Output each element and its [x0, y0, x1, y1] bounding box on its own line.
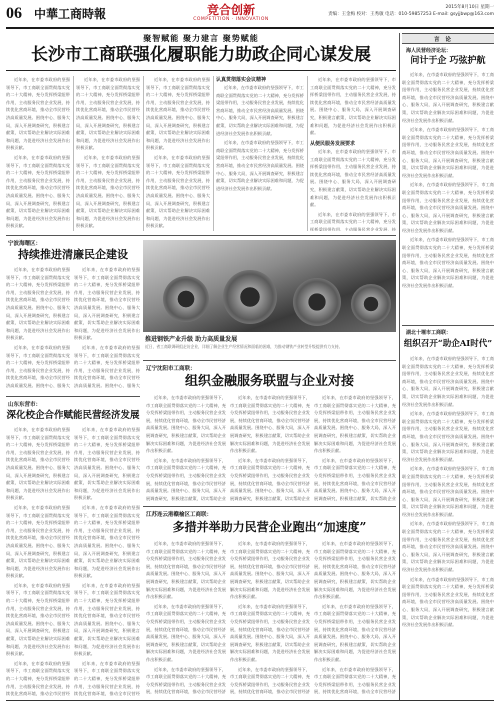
column-rule [307, 76, 308, 231]
body-text: 近年来，在市委市政府的坚强领导下，市工商联全面贯彻落实党的二十大精神，充分发挥桥梁纽带作用，主动服务民营企业发展，持续优化营商环境，推动全市民营经济高质量发展。围绕中心、服务大局，深入开展调查研究，积极建言献策，切实帮助企业解决实际困难和问题，为促进经济社会发展作出积极贡献。 [146, 77, 210, 151]
body-text: 近年来，在市委市政府的坚强领导下，市工商联全面贯彻落实党的二十大精神，充分发挥桥梁纽带作用，主动服务民营企业发展，持续优化营商环境，推动全市民营经济高质量发展。围绕中心、服务大局，深入开展调查研究，积极建言献策，切实帮助企业解决实际困难和问题，为促进经济社会发展作出积极贡献。 [230, 395, 310, 454]
body-text: 近年来，在市委市政府的坚强领导下，市工商联全面贯彻落实党的二十大精神，充分发挥桥梁纽带作用，主动服务民营企业发展，持续优化营商环境，推动全市民营经济高质量发展。围绕中心、服务大局，深入开展调查研究，积极建言献策，切实帮助企业解决实际困难和问题，为促进经济社会发展作出积极贡献。 [74, 267, 140, 341]
story5-headline: 多措并举助力民营企业跑出“加速度” [172, 520, 367, 534]
body-text: 近年来，在市委市政府的坚强领导下，市工商联全面贯彻落实党的二十大精神，充分发挥桥梁纽带作用，主动服务民营企业发展，持续优化营商环境，推动全市民营经 [74, 660, 140, 696]
lead-column-4 [216, 84, 304, 231]
body-text: 近年来，在市委市政府的坚强领导下，市工商联全面贯彻落实党的二十大精神，充分发挥桥梁纽带作用，主动服务民营企业发展，持续优化营商环境，推动全市民营经济高质量发展。围绕中心、服务大局，深入开展调查研究，积极建言献策，切实帮助企业解决实际困难和问题，为促进经济社会发展作出积极贡献。 [76, 77, 140, 151]
lead-column-5a [310, 76, 396, 138]
body-text: 近年来，在市委市政府的坚强领导下，市工商联全面贯彻落实党的二十大精神，充分发挥桥梁纽带作用，主动服务民营企业发展，持续优化营商环境，推动全市民营经济高质量发展。围绕中心、服务大局，深入开展调查研究，积极建言献策，切实帮助企业解决实际困难和问题，为促进经济社会发展作出积极贡献。 [6, 154, 70, 229]
lead-column-1 [6, 76, 70, 231]
body-text: 近年来，在市委市政府的坚强领导下，市工商联全面贯彻落实党的二十大精神，充分发挥桥梁纽带作用，主动服务民营企业发展，持续优化营商环境，推动全市民营经济 [230, 666, 310, 695]
body-text: 近年来，在市委市政府的坚强领导下，市工商联全面贯彻落实党的二十大精神，充分发挥桥梁纽带作用，主动服务民营企业发展，持续优化营商环境，推动全市民营经济高质量发展。围绕中心、服务大局，深入开展调查研究，积极建言献策，切实帮助企业解决实际困难和问题，为促进经济社会发展作出积极贡献。 [6, 504, 70, 579]
body-text: 近年来，在市委市政府的坚强领导下，市工商联全面贯彻落实党的二十大精神，充分发挥桥梁纽带作用，主动服务民营企业发展，持 [310, 211, 396, 231]
editor-info: 责编：王金梅 校对：王秀敏 电话：010-59857253 E-mail: gsyjjbwp@163.com [328, 12, 494, 17]
header-rule [6, 27, 494, 29]
body-text: 近年来，在市委市政府的坚强领导下，市工商联全面贯彻落实党的二十大精神，充分发挥桥梁纽带作用，主动服务民营企业发展，持续优化营商环境，推动全市民营经济高质量发展。围绕中心、服务大局，深入开展调查研究，积极建言献策，切实帮助企业解决实际困难和问题，为促进经济社会发展作出积极贡献。 [402, 72, 494, 123]
story3-column-2 [74, 426, 140, 696]
body-text: 近年来，在市委市政府的坚强领导下，市工商联全面贯彻落实党的二十大精神，充分发挥桥梁纽带作用，主动服务民营企业发展，持续优化营商环境，推动全市民营经济高质量发展。围绕中心、服务大局，深入开展调查研究，积极建言献策，切实帮助企业解决实际困难和问题，为促进经济社会发展作出积极贡献。 [146, 541, 226, 600]
coil-shape [223, 270, 277, 324]
sidebar-tag [402, 33, 494, 44]
section-name: 中華工商時報 [34, 7, 107, 21]
photo-caption-title: 推进钢铁产业升级 助力高质量发展 [145, 336, 238, 343]
section-divider [143, 360, 396, 361]
body-text: 近年来，在市委市政府的坚强领导下，市工商联全面贯彻落实党的二十大精神，充分发挥桥梁纽带作用，主动服务民营企业发展，持续优化营商环境，推动全市民营经济高质量发展。围绕中心、服务大局，深入开展调查研究，积极建言献策，切实帮助企业解决实际困难和问题，为促进经济社会发展作出积极贡献。 [230, 541, 310, 600]
body-text: 近年来，在市委市政府的坚强领导下，市工商联全面贯彻落实党的二十大精神，充分发挥桥梁纽带作用，主动服务民营企业发展，持续优化营商环境，推动全市民营经济高质量发展。围绕中心、服务大局，深入开展调查研究，积极建言献策，切实帮助企业解决实际困难和问题，为促进经济社会发展作出积极贡献。 [402, 576, 494, 628]
body-text: 近年来，在市委市政府的坚强领导下，市工商联全面贯彻落实党的二十大精神，充分发挥桥梁纽带作用，主动服务民营企业发展，持续优化营商环境，推动全市民营经济高质量发展。围绕中心、服务大局，深入开展调查研究，积极建言献策，切实帮助企业解决实际困难和问题，为促进经济社会发展作出积极贡献。 [76, 154, 140, 229]
op2-headline: 组织召开“助企AI时代” [403, 339, 493, 349]
body-text: 近年来，在市委市政府的坚强领导下，市工商联全面贯彻落实党的二十大精神，充分发挥桥梁纽带作用，主动服务民营企业发展，持续优化营商环境，推动全市民营经济高质量发展。围绕中心、服务大局，深入开展调查研究，积极建言献策，切实帮助企业 [146, 457, 226, 501]
story2-column-2 [74, 266, 140, 391]
body-text: 近年来，在市委市政府的坚强领导下，市工商联全面贯彻落实党的二十大精神，充分发挥桥梁纽带作用，主动服务民营企业发展，持续优化营商环境，推动全市民营经济高质量发展。围绕中心、服务大局，深入开展调查研究，积极建言献策，切实帮助企业解决实际困难和问题，为促进经济社会发展作出积极贡献。 [216, 85, 304, 136]
coil-shape [351, 284, 391, 324]
story2-headline: 持续推进清廉民企建设 [18, 248, 128, 261]
lead-subhead-1: 认真贯彻落实会议精神 [216, 77, 267, 83]
lead-column-2 [76, 76, 140, 231]
body-text: 近年来，在市委市政府的坚强领导下，市工商联全面贯彻落实党的二十大精神，充分发挥桥梁纽带作用，主动服务民营企业发展，持续优化营商环境，推动全市民营经济高质量发展。围绕中心、服务大 [74, 344, 140, 388]
op1-body [402, 71, 494, 321]
story2-column-1 [6, 266, 70, 391]
story5-column-2 [230, 540, 310, 696]
body-text: 近年来，在市委市政府的坚强领导下，市工商联全面贯彻落实党的二十大精神，充分发挥桥梁纽带作用，主动服务民营企业发展，持续优化营商环境，推动全市民营经济高质量发展。围绕中心、服务大局，深入开展调查研究，积极建言献策，切实帮助企业解决实际困难和问题，为促进经济社会发展作出积极贡献。 [6, 267, 70, 341]
logo-english: COMPETITION · INNOVATION [193, 17, 269, 22]
page-header [6, 4, 494, 26]
coil-shape [293, 278, 341, 326]
body-text: 近年来，在市委市政府的坚强领导下，市工商联全面贯彻落实党的二十大精神，充分发挥桥梁纽带作用，主动服务民营企业发展，持续优化营商环境，推动全市民营经济 [314, 666, 396, 695]
lead-subhead-2: 从便民服务发展要求 [310, 141, 356, 147]
op1-kicker: 海人民营经济论坛： [406, 48, 452, 54]
issue-meta [284, 4, 494, 18]
section-divider [402, 325, 494, 326]
body-text: 近年来，在市委市政府的坚强领导下，市工商联全面贯彻落实党的二十大精神，充分发挥桥梁纽带作用，主动服务民营企业发展，持续优化营商环境，推动全市民营经济高质量发展。围绕中心、服务大局，深入开展调查研究，积极建言献策，切实帮助企业解决实际困难和问题，为促进经济社会发展作出积极贡献。 [74, 504, 140, 579]
body-text: 近年来，在市委市政府的坚强领导下，市工商联全面贯彻落实党的二十大精神，充分发挥桥梁纽带作用，主动服务民营企业发展，持续优化营商环境，推动全市民营经济高质量发展。围绕中心、服务大局，深入开展调查研究，积极建言献策，切实帮助企业解决实际困难和问题，为促进经济社会发展作出积极贡献。 [6, 582, 70, 657]
body-text: 近年来，在市委市政府的坚强领导下，市工商联全面贯彻落实党的二十大精神，充分发挥桥梁纽带作用，主动服务民营企业发展，持续优化营商环境，推动全市民营经济高质量发展。围绕中心、服务大局，深入开展调查研究，积极建言献策，切实帮助企业解决实际困难和问题，为促进经济社会发展作出积极贡献。 [402, 466, 494, 517]
body-text: 近年来，在市委市政府的坚强领导下，市工商联全面贯彻落实党的二十大精神，充分发挥桥梁纽带作用，主动服务民营企业发展，持续优化营商环境，推动全市民营经济 [146, 666, 226, 695]
sidebar-rule [399, 33, 400, 701]
body-text: 近年来，在市委市政府的坚强领导下，市工商联全面贯彻落实党的二十大精神，充分发挥桥梁纽带作用，主动服务民营企业发展，持续优化营商环境，推动全市民营经济高质量发展。围绕中心、服务大局，深入开展调查研究，积极建言献策，切实帮助企业解决实际困难和问题，为促进经济社会发展作出积极贡献。 [6, 77, 70, 151]
steel-coil-photo [143, 240, 396, 332]
section-divider [143, 506, 396, 507]
column-rule [213, 76, 214, 231]
column-rule [143, 76, 144, 231]
story5-column-3 [314, 540, 396, 696]
story4-column-3 [314, 394, 396, 502]
story3-column-1 [6, 426, 70, 696]
story3-headline: 深化校企合作赋能民营经济发展 [6, 410, 140, 421]
op2-body [402, 355, 494, 695]
body-text: 近年来，在市委市政府的坚强领导下，市工商联全面贯彻落实党的二十大精神，充分发挥桥梁纽带作用，主动服务民营企业发展，持续优化营商环境，推动全市民营经济高质量发展。围绕中心、服务大局，深入开展调查研究，积极建言献策，切实帮助企业解决实际困难和问题，为促进经济社会发展作出积极贡献。 [146, 603, 226, 662]
body-text: 近年来，在市委市政府的坚强领导下，市工商联全面贯彻落实党的二十大精神，充分发挥桥梁纽带作用，主动服务民营企业发展，持续优化营商环境，推动全市民营经济高质量发展。围绕中心、服务大局，深入开展调查研究，积极建言献策，切实帮助企业解决实际困难和问题，为促进经济社会发展作出积极贡献。 [402, 182, 494, 233]
body-text: 近年来，在市委市政府的坚强领导下，市工商联全面贯彻落实党的二十大精神，充分发挥桥梁纽带作用，主动服务民营企业发展，持续优化营商环境，推动全市民营经济高质量发展。围绕中心、服务大局，深入开展调查研究，积极建言献策，切实帮助企业解决实际困难和问题，为促进经济社会发展作出积极贡献。 [402, 411, 494, 462]
op1-headline: 问计于企 巧弦护航 [410, 56, 486, 66]
body-text: 近年来，在市委市政府的坚强领导下，市工商联全面贯彻落实党的二十大精神，充分发挥桥梁纽带作用，主动服务民营企业发展，持续优化营商环境，推动全市民营经济高质量发展。围绕中心、服务大局，深入开展调查研究，积极建言献策，切实帮助企业解决实际困难和问题，为促进经济社会发展作出积极贡献。 [310, 149, 396, 208]
lead-rule [6, 70, 396, 71]
lead-column-5b [310, 148, 396, 231]
issue-date: 2015年8月10日 星期一 [445, 5, 494, 10]
body-text: 近年来，在市委市政府的坚强领导下，市工商联全面贯彻落实党的二十大精神，充分发挥桥梁纽带作用，主动服务民营企业发展，持续优化营商环境，推动全市民营经济高质量发展。围绕中心、服务大局，深入开展调查研究，积极建言献策，切实帮助企业解决实际困难和问题，为促进经济社会发展作出积极贡献。 [74, 582, 140, 657]
story4-headline: 组织金融服务联盟与企业对接 [184, 374, 354, 389]
body-text: 近年来，在市委市政府的坚强领导下，市工商联全面贯彻落实党的二十大精神，充分发挥桥梁纽带作用，主动服务民营企业发展，持续优化营商环境，推动全市民营经济高质量发展。围绕中心、服务大局，深入开展调查研究，积极建言献策，切实帮助企业解决实际困难和问题，为促进经济社会发展作出积极贡献。 [402, 521, 494, 573]
section-divider [6, 235, 396, 236]
lead-kicker: 聚智赋能 聚力建言 聚势赋能 [143, 34, 259, 43]
story5-kicker: 江苏连云港赣榆区工商联： [146, 512, 213, 518]
body-text: 近年来，在市委市政府的坚强领导下，市工商联全面贯彻落实党的二十大精神，充分发挥桥梁纽带作用，主动服务民营企业发展，持续优化营商环境，推动全市民营经济高质量发展。围绕中心、服务大局，深入开展调查研究，积极建言献策，切实帮助企业 [230, 457, 310, 501]
story4-kicker: 辽宁沈阳市工商联： [146, 366, 196, 372]
page-number: 06 [6, 5, 22, 22]
body-text: 近年来，在市委市政府的坚强领导下，市工商联全面贯彻落实党的二十大精神，充分发挥桥梁纽带作用，主动服务民营企业发展，持续优化营商环境，推动全市民营经 [6, 660, 70, 696]
section-divider [6, 396, 140, 397]
opinion-sidebar [402, 33, 494, 701]
section-logo [184, 4, 278, 26]
body-text: 近年来，在市委市政府的坚强领导下，市工商联全面贯彻落实党的二十大精神，充分发挥桥梁纽带作用，主动服务民营企业发展，持续优化营商环境，推动全市民营经济高质量发展。围绕中心、服务大局，深入开展调查研究，积极建言献策，切实帮助企业 [314, 457, 396, 501]
body-text: 近年来，在市委市政府的坚强领导下，市工商联全面贯彻落实党的二十大精神，充分发挥桥梁纽带作用，主动服务民营企业发展，持续优化营商环境，推动全市民营经济高质量发展。围绕中心、服务大局，深入开展调查研究，积极建言献策，切实帮助企业解决实际困难和问题，为促进经济社会发展作出积极贡献。 [230, 603, 310, 662]
body-text: 近年来，在市委市政府的坚强领导下，市工商联全面贯彻落实党的二十大精神，充分发挥桥梁纽带作用，主动服务民营企业发展，持续优化营商环境，推动全市民营经济高质量发展。围绕中心、服务大局，深入开展调查研究，积极建言献策，切实帮助企业解决实际困难和问题，为促进经济社会发展作出积极贡献。 [146, 154, 210, 229]
body-text: 近年来，在市委市政府的坚强领导下，市工商联全面贯彻落实党的二十大精神，充分发挥桥梁纽带作用，主动服务民营企业发展，持续优化营商环境，推动全市民营经济高质量发展。围绕中心、服务大局，深入开展调查研究，积极建言献策，切实帮助企业解决实际困难和问题，为促进经济社会发展作出积极贡献。 [314, 395, 396, 454]
body-text: 近年来，在市委市政府的坚强领导下，市工商联全面贯彻落实党的二十大精神，充分发挥桥梁纽带作用，主动服务民营企业发展，持续优化营商环境，推动全市民营经济高质量发展。围绕中心、服务大局，深入开展调查研究，积极建言献策，切实帮助企业解决实际困难和问题，为促进经济社会发展作出积极贡献。 [314, 603, 396, 662]
story3-kicker: 山东东营市： [8, 402, 42, 408]
story5-column-1 [146, 540, 226, 696]
lead-headline: 长沙市工商联强化履职能力助政企同心谋发展 [31, 45, 371, 65]
logo-chinese: 竞合创新 [206, 3, 255, 17]
body-text: 近年来，在市委市政府的坚强领导下，市工商联全面贯彻落实党的二十大精神，充分发挥桥梁纽带作用，主动服务民营企业发展，持续优化营商环境，推动全市民营经济高质量发展。围绕中心、服务大局，深入开展调查研究，积极建言献策，切实帮助企业解决实际困难和问题，为促进经济社会发展作出积极贡献。 [216, 140, 304, 191]
coil-shape [163, 276, 209, 322]
body-text: 近年来，在市委市政府的坚强领导下，市工商联全面贯彻落实党的二十大精神，充分发挥桥梁纽带作用，主动服务民营企业发展，持续优化营商环境，推动全市民营经济高质量发展。围绕中心、服务大局，深入开展调查研究，积极建言献策，切实帮助企业解决实际困难和问题，为促进经济社会发展作出积极贡献。 [314, 541, 396, 600]
body-text: 近年来，在市委市政府的坚强领导下，市工商联全面贯彻落实党的二十大精神，充分发挥桥梁纽带作用，主动服务民营企业发展，持续优化营商环境，推动全市民营经济高质量发展。围绕中心、服务大局，深入开展调查研究，积极建言献策，切实帮助企业解决实际困难和问题，为促进经济社会发展作出积极贡献。 [6, 427, 70, 501]
body-text: 近年来，在市委市政府的坚强领导下，市工商联全面贯彻落实党的二十大精神，充分发挥桥梁纽带作用，主动服务民营企业发展，持续优化营商环境，推动全市民营经济高质量发展。围绕中心、服务大局，深入开展调查研究，积极建言献策，切实帮助企业解决实际困难和问题，为促进经济社会发展作出积极贡献。 [146, 395, 226, 454]
body-text: 近年来，在市委市政府的坚强领导下，市工商联全面贯彻落实党的二十大精神，充分发挥桥梁纽带作用，主动服务民营企业发展，持续优化营商环境，推动全市民营经济高质量发展。围绕中心、服务大局，深入开展调查研究，积极建言献策，切实帮助企业解决实际困难和问题，为促进经济社会发展作出积极贡献。 [402, 237, 494, 289]
lead-column-3 [146, 76, 210, 231]
story4-column-1 [146, 394, 226, 502]
op2-kicker: 湖北十堰市工商联： [406, 330, 452, 336]
photo-caption-text: 近日，省工商联调研组走访企业，详细了解企业生产经营情况和面临的困难，为推动钢铁产业转型升级提供有力支持。 [145, 344, 343, 349]
body-text: 近年来，在市委市政府的坚强领导下，市工商联全面贯彻落实党的二十大精神，充分发挥桥梁纽带作用，主动服务民营企业发展，持续优化营商环境，推动全市民营经济高质量发展。围绕中心、服务大局，深入开展调查研究，积极建言献策，切实帮助企业解决实际困难和问题，为促进经济社会发展作出积极贡献。 [74, 427, 140, 501]
footer-rule [6, 700, 494, 701]
body-text: 近年来，在市委市政府的坚强领导下，市工商联全面贯彻落实党的二十大精神，充分发挥桥梁纽带作用，主动服务民营企业发展，持续优化营商环境，推动全市民营经济高质量发展。围绕中心、服务大 [6, 344, 70, 388]
body-text: 近年来，在市委市政府的坚强领导下，市工商联全面贯彻落实党的二十大精神，充分发挥桥梁纽带作用，主动服务民营企业发展，持续优化营商环境，推动全市民营经济高质量发展。围绕中心、服务大局，深入开展调查研究，积极建言献策，切实帮助企业解决实际困难和问题，为促进经济社会发展作出积极贡献。 [402, 356, 494, 407]
body-text: 近年来，在市委市政府的坚强领导下，市工商联全面贯彻落实党的二十大精神，充分发挥桥梁纽带作用，主动服务民营企业发展，持续优化营商环境，推动全市民营经济高质量发展。围绕中心、服务大局，深入开展调查研究，积极建言献策，切实帮助企业解决实际困难和问题，为促进经济社会发展作出积极贡献。 [402, 127, 494, 178]
sidebar-tag-label: 言 论 [434, 37, 453, 43]
story2-kicker: 宁波海曙区： [8, 241, 42, 247]
body-text: 近年来，在市委市政府的坚强领导下，市工商联全面贯彻落实党的二十大精神，充分发挥桥梁纽带作用，主动服务民营企业发展，持续优化营商环境，推动全市民营经济高质量发展。围绕中心、服务大局，深入开展调查研究，积极建言献策，切实帮助企业解决实际困难和问题，为促进经济社会发展作出积极贡献。 [310, 77, 396, 136]
column-rule [73, 76, 74, 231]
story4-column-2 [230, 394, 310, 502]
